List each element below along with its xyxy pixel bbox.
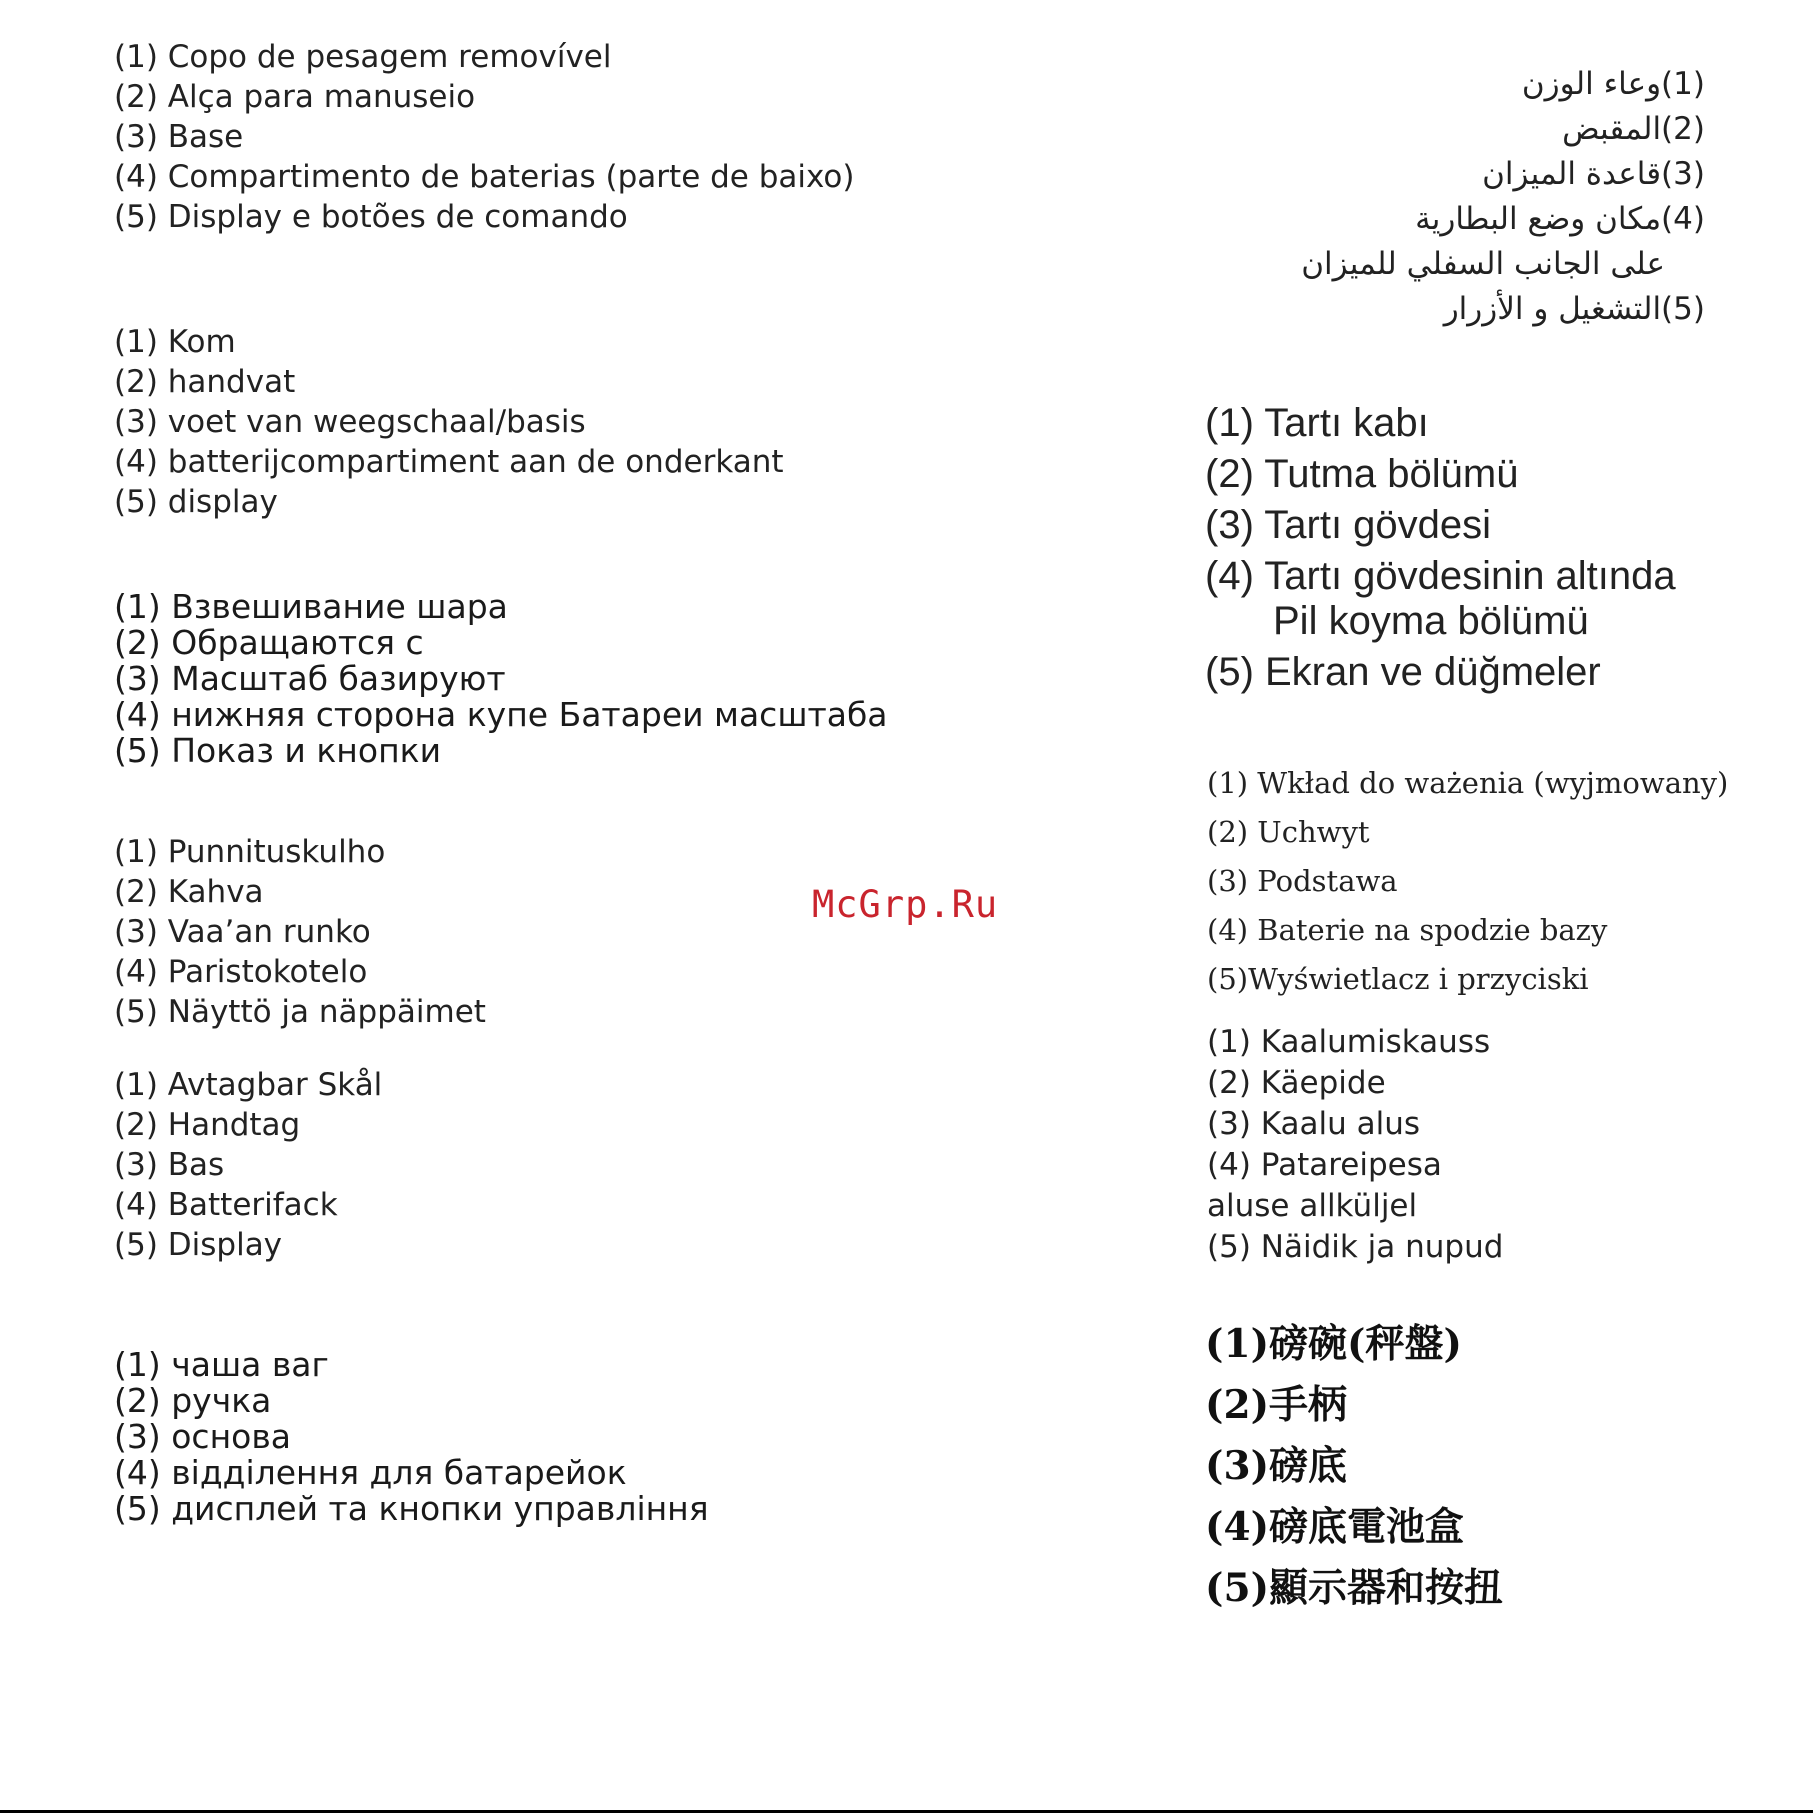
list-item: (5)Wyświetlacz i przyciski [1207,962,1589,996]
parts-list-swedish [114,1065,382,1265]
list-item: (2)المقبض [1562,111,1705,147]
list-item: (4) відділення для батарейок [114,1453,627,1492]
watermark: McGrp.Ru [812,883,999,926]
list-item: (3) Bas [114,1147,225,1183]
list-item: (4) batterijcompartiment aan de onderkant [114,444,784,480]
list-item: (2) Käepide [1207,1065,1386,1101]
list-item: (2) Kahva [114,874,264,910]
list-item: (3) Kaalu alus [1207,1106,1421,1142]
list-item: (4) Tartı gövdesinin altında [1205,554,1676,598]
list-item: (1) Kom [114,324,236,360]
list-item: (5) Показ и кнопки [114,731,442,770]
list-item: (1) чаша ваг [114,1345,329,1384]
list-item: (1)磅碗(秤盤) [1205,1321,1462,1367]
list-item: (4) Paristokotelo [114,954,368,990]
list-item-continuation: Pil koyma bölümü [1273,599,1589,643]
list-item: (2) Обращаются с [114,623,424,662]
list-item: (1) Punnituskulho [114,834,386,870]
parts-list-arabic [1301,62,1705,332]
list-item: (5) display [114,484,278,520]
list-item: (5) дисплей та кнопки управління [114,1489,709,1528]
list-item: (3) Base [114,119,244,155]
list-item: (3) Podstawa [1207,864,1398,898]
list-item: (1) Wkład do ważenia (wyjmowany) [1207,766,1729,800]
list-item: (1) Tartı kabı [1205,401,1429,445]
list-item: (4) Compartimento de baterias (parte de baixo) [114,159,855,195]
list-item: (4)مكان وضع البطارية [1415,201,1705,237]
parts-list-turkish [1205,398,1676,698]
list-item: (5) Display e botões de comando [114,199,628,235]
list-item: (5) Näidik ja nupud [1207,1229,1504,1265]
list-item: (5)顯示器和按扭 [1205,1565,1504,1611]
list-item: (3) voet van weegschaal/basis [114,404,586,440]
list-item: (1)وعاء الوزن [1521,66,1705,102]
list-item: (2) handvat [114,364,296,400]
parts-list-finnish [114,832,486,1032]
list-item: (5)التشغيل و الأزرار [1443,291,1705,327]
list-item: (2) ручка [114,1381,272,1420]
list-item: (3) основа [114,1417,292,1456]
list-item: (2) Uchwyt [1207,815,1370,849]
list-item: (2) Tutma bölümü [1205,452,1519,496]
parts-list-chinese [1205,1314,1503,1619]
list-item: (4)磅底電池盒 [1205,1504,1465,1550]
list-item: (1) Взвешивание шара [114,587,508,626]
list-item-continuation: aluse allküljel [1207,1188,1418,1224]
list-item: (4) нижняя сторона купе Батареи масштаба [114,695,888,734]
list-item: (2) Alça para manuseio [114,79,476,115]
parts-list-russian [114,589,888,769]
list-item: (1) Avtagbar Skål [114,1067,383,1103]
list-item: (2) Handtag [114,1107,301,1143]
list-item: (4) Batterifack [114,1187,338,1223]
list-item: (3)磅底 [1205,1443,1348,1489]
parts-list-dutch [114,322,784,522]
list-item: (5) Näyttö ja näppäimet [114,994,486,1030]
parts-list-portuguese [114,37,854,237]
list-item: (1) Copo de pesagem removível [114,39,612,75]
list-item: (1) Kaalumiskauss [1207,1024,1491,1060]
list-item: (4) Baterie na spodzie bazy [1207,913,1608,947]
list-item: (4) Patareipesa [1207,1147,1442,1183]
list-item: (5) Ekran ve düğmeler [1205,650,1601,694]
parts-list-polish [1207,759,1728,1004]
list-item: (3) Vaa’an runko [114,914,371,950]
list-item: (3) Tartı gövdesi [1205,503,1492,547]
list-item: (3) Масштаб базируют [114,659,506,698]
parts-list-ukrainian [114,1347,709,1527]
list-item-continuation: على الجانب السفلي للميزان [1301,246,1665,282]
list-item: (2)手柄 [1205,1382,1348,1428]
list-item: (5) Display [114,1227,283,1263]
parts-list-estonian [1207,1022,1503,1268]
list-item: (3)قاعدة الميزان [1482,156,1705,192]
